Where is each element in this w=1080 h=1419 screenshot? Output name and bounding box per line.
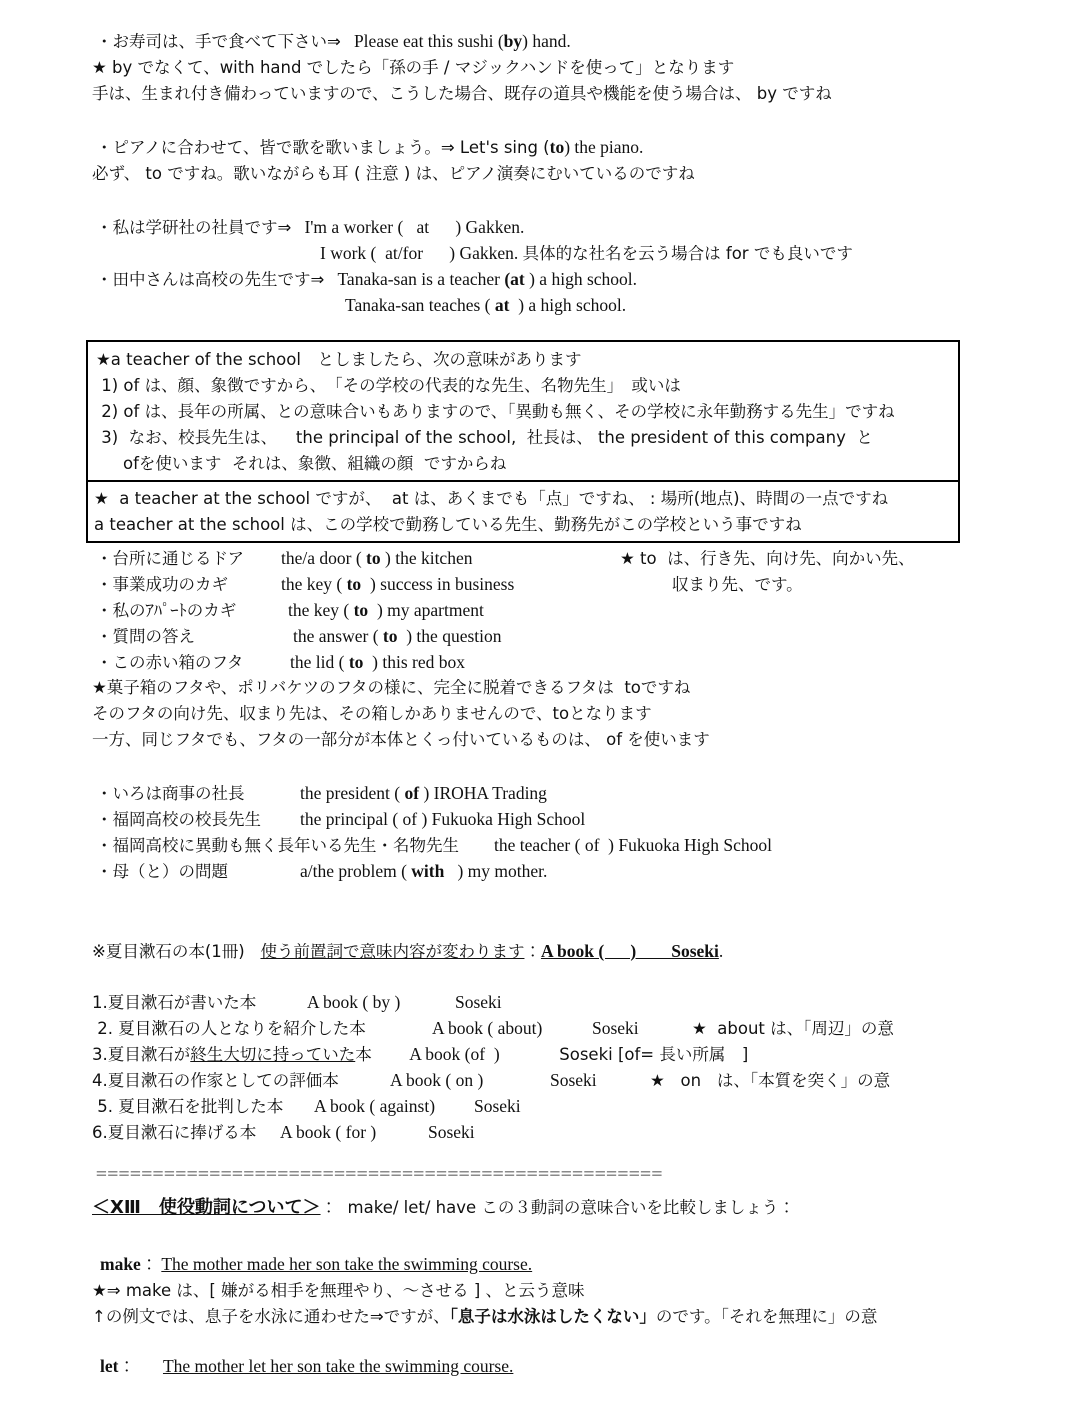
soseki-item: 6.夏目漱石に捧げる本 A book ( for ) Soseki (92, 1122, 475, 1142)
to-note-lines (0, 674, 1080, 752)
let-sentence: The mother let her son take the swimming course. (162, 1356, 514, 1376)
to-example-row: ・この赤い箱のフタ the lid ( to ) this red box (96, 652, 465, 672)
box-top-line-2: 2) of は、長年の所属、との意味合いもありますので、「異動も無く、その学校に永年勤務する先生」ですね (96, 402, 895, 421)
to-answer: to (346, 574, 362, 594)
make-sentence: The mother made her son take the swimming course. (161, 1254, 533, 1274)
box-bottom-line-0: ★ a teacher at the school ですが、 at は、あくまでも「点」ですね、 : 場所(地点)、時間の一点ですね (94, 489, 889, 508)
of-answer: of (404, 783, 420, 803)
to-note-line: そのフタの向け先、収まり先は、その箱しかありませんので、toとなります (92, 704, 652, 723)
soseki-items (0, 989, 1080, 1145)
to-note-line: ★菓子箱のフタや、ポリバケツのフタの様に、完全に脱着できるフタは toですね (92, 678, 691, 697)
with-answer: with (411, 861, 445, 881)
box-bottom-line-1: a teacher at the school は、この学校で勤務している先生、勤務先がこの学校という事ですね (94, 515, 802, 534)
boxed-note (86, 340, 960, 543)
soseki-heading-underlined: 使う前置詞で意味内容が変わります (260, 942, 525, 961)
to-example-row: ・台所に通じるドア the/a door ( to ) the kitchen (96, 548, 473, 568)
section-by (0, 28, 1080, 106)
to-example-row: ・質問の答え the answer ( to ) the question (96, 626, 502, 646)
soseki-item: 1.夏目漱石が書いた本 A book ( by ) Soseki (92, 992, 502, 1012)
causative-make (0, 1251, 1080, 1329)
causative-heading-title: ＜ⅩⅢ 使役動詞について＞ (92, 1197, 321, 1218)
to-note-line: 一方、同じフタでも、フタの一部分が本体とくっ付いているものは、 of を使います (92, 730, 710, 749)
make-label: make (100, 1254, 141, 1274)
boxed-note-bottom (88, 482, 958, 541)
piano-answer: to (549, 137, 565, 157)
box-top-line-0: ★a teacher of the school としましたら、次の意味があります (96, 350, 582, 369)
at-line-1: ・私は学研社の社員です⇒ I'm a worker ( at ) Gakken. (96, 217, 525, 237)
to-side-note-line-2: 収まり先、です。 (672, 575, 803, 594)
soseki-item: 3.夏目漱石が終生大切に持っていた本 A book (of ) Soseki [of= 長い所属 ] (92, 1044, 749, 1064)
to-answer: to (348, 652, 364, 672)
causative-let (0, 1353, 1080, 1379)
let-line: let： The mother let her son take the swimming course. (100, 1356, 514, 1376)
section-separator: ================================================== (96, 1163, 663, 1184)
box-top-line-3: 3) なお、校長先生は、 the principal of the school, 社長は、 the president of this company と (96, 428, 873, 447)
section-to-piano (0, 134, 1080, 186)
by-answer: by (503, 31, 523, 51)
to-example-row: ・事業成功のカギ the key ( to ) success in business (96, 574, 515, 594)
make-note-1: ★⇒ make は、[ 嫌がる相手を無理やり、〜させる ] 、と云う意味 (92, 1281, 585, 1300)
soseki-item-note: ★ about は、「周辺」の意 (692, 1019, 894, 1038)
at-line-4: Tanaka-san teaches ( at ) a high school. (345, 295, 627, 315)
by-line-1 (96, 28, 1080, 54)
section-at (0, 214, 1080, 318)
soseki-item: 5. 夏目漱石を批判した本 A book ( against) Soseki (92, 1096, 521, 1116)
by-line-1-jp: ・お寿司は、手で食べて下さい⇒ (96, 32, 341, 51)
of-example-row: ・いろは商事の社長 the president ( of ) IROHA Trading (96, 783, 547, 803)
at-answer-1: ( (504, 269, 511, 289)
to-side-note (0, 545, 1080, 597)
to-side-note-line-1: ★ to は、行き先、向け先、向かい先、 (620, 549, 915, 568)
piano-line-2: 必ず、 to ですね。歌いながらも耳 ( 注意 ) は、ピアノ演奏にむいているのですね (92, 164, 695, 183)
box-top-line-4: ofを使います それは、象徴、組織の顔 ですからね (96, 454, 507, 473)
make-line: make： The mother made her son take the swimming course. (100, 1254, 533, 1274)
soseki-heading-line: ※夏目漱石の本(1冊) 使う前置詞で意味内容が変わります：A book ( ) Soseki. (92, 941, 724, 961)
soseki-heading (0, 938, 1080, 964)
soseki-item-note: ★ on は、「本質を突く」の意 (650, 1071, 891, 1090)
box-top-line-1: 1) of は、顔、象徴ですから、 「その学校の代表的な先生、名物先生」 或いは (96, 376, 681, 395)
make-note-2: ↑の例文では、息子を水泳に通わせた⇒ですが、「息子は水泳はしたくない」のです。「それを無理に」の意 (92, 1307, 878, 1326)
of-example-row: ・福岡高校の校長先生 the principal ( of ) Fukuoka High School (96, 809, 586, 829)
let-label: let (100, 1356, 119, 1376)
soseki-item-underline: 終生大切に持っていた (190, 1045, 356, 1064)
causative-heading-line: ＜ⅩⅢ 使役動詞について＞： make/ let/ have この３動詞の意味合いを比較しましょう： (92, 1197, 795, 1218)
section-of-examples (0, 780, 1080, 884)
to-answer: to (366, 548, 381, 568)
to-example-row: ・私のｱﾊﾟｰﾄのカギ the key ( to ) my apartment (96, 600, 484, 620)
piano-line-1: ・ピアノに合わせて、皆で歌を歌いましょう。⇒ Let's sing (to) the piano. (96, 137, 644, 157)
by-line-3: 手は、生まれ付き備わっていますので、こうした場合、既存の道具や機能を使う場合は、 by ですね (92, 84, 832, 103)
soseki-item: 2. 夏目漱石の人となりを紹介した本 A book ( about) Soseki ★ about は、「周辺」の意 (92, 1018, 894, 1038)
soseki-heading-blank: A book ( ) Soseki (540, 941, 719, 961)
of-example-row: ・母（と）の問題 a/the problem ( with ) my mother. (96, 861, 548, 881)
make-note-emphasis: 「息子は水泳はしたくない」 (449, 1307, 656, 1326)
causative-heading (0, 1194, 1080, 1220)
soseki-item: 4.夏目漱石の作家としての評価本 A book ( on ) Soseki ★ on は、「本質を突く」の意 (92, 1070, 891, 1090)
at-answer-2: at (494, 295, 510, 315)
of-example-row: ・福岡高校に異動も無く長年いる先生・名物先生 the teacher ( of ) Fukuoka High School (96, 835, 772, 855)
by-line-1-en: Please eat this sushi (by) hand. (353, 31, 571, 51)
to-answer: to (382, 626, 398, 646)
to-answer: to (353, 600, 369, 620)
at-line-2: I work ( at/for ) Gakken. 具体的な社名を云う場合は for でも良いです (320, 243, 853, 263)
by-line-2: ★ by でなくて、with hand でしたら「孫の手 / マジックハンドを使って」となります (92, 58, 735, 77)
at-line-3: ・田中さんは高校の先生です⇒ Tanaka-san is a teacher (at ) a high school. (96, 269, 638, 289)
boxed-note-top (88, 342, 958, 480)
